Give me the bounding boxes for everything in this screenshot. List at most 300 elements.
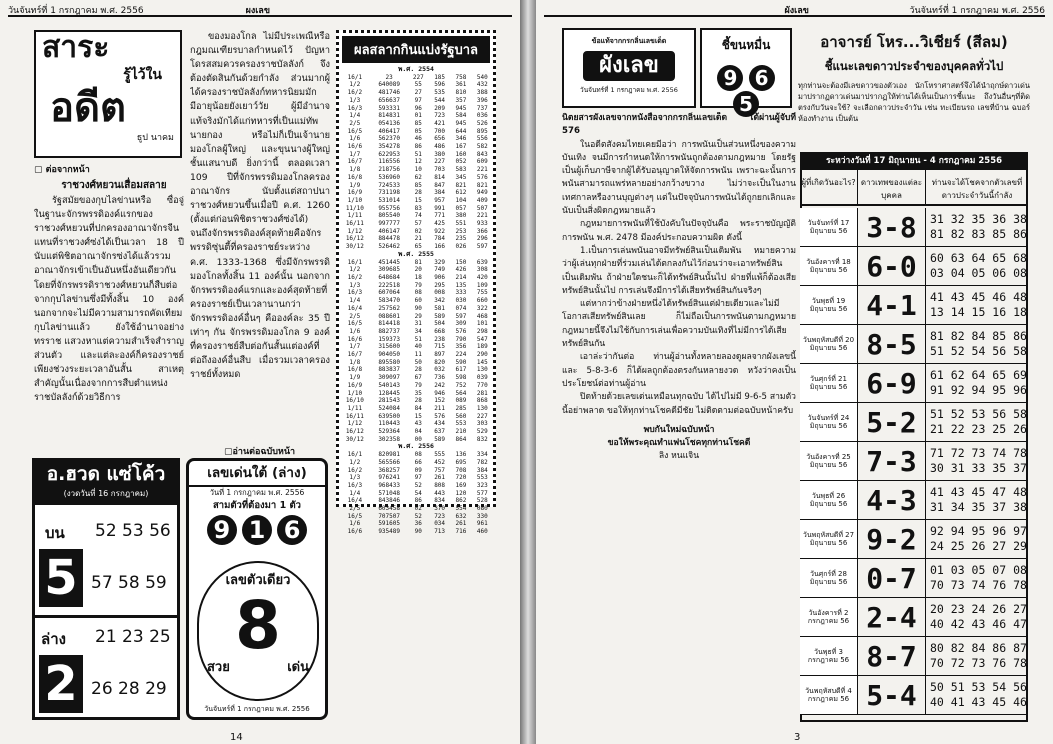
star-row: [800, 559, 1028, 598]
lottery-cell: 12: [414, 158, 422, 166]
lottery-cell: 637: [434, 428, 446, 436]
lottery-cell: 16/3: [347, 481, 363, 489]
lottery-cell: 644: [455, 127, 467, 135]
lottery-cell: 1/2: [349, 458, 361, 466]
star-row-nums-2: 30 31 33 35 37: [930, 461, 1027, 475]
star-row-date: วันพฤหัสบดีที่ 27 มิถุนายน 56: [800, 520, 858, 558]
lottery-cell: 526: [476, 119, 488, 127]
ahwat-header: [35, 461, 177, 505]
star-row-pair: 4-1: [858, 286, 926, 324]
lottery-cell: 716: [455, 528, 467, 536]
lottery-cell: 242: [434, 381, 446, 389]
lottery-cell: 597: [455, 312, 467, 320]
lottery-cell: 97: [414, 96, 422, 104]
lottery-cell: 945: [455, 104, 467, 112]
lottery-cell: 209: [434, 104, 446, 112]
lottery-cell: 1/2: [349, 81, 361, 89]
lottery-cell: 16/6: [347, 143, 363, 151]
star-row: [800, 442, 1028, 481]
lottery-cell: 032: [434, 366, 446, 374]
lottery-cell: 27: [414, 89, 422, 97]
star-row-pair: 9-2: [858, 520, 926, 558]
digit-2: 6: [749, 65, 775, 91]
lottery-cell: 884478: [378, 235, 400, 243]
lottery-cell: 302358: [378, 435, 400, 443]
star-row-pair: 8-5: [858, 325, 926, 363]
lottery-cell: 160: [455, 150, 467, 158]
lottery-cell: 547: [476, 335, 488, 343]
lottery-cell: 227: [476, 412, 488, 420]
bottom-label: ล่าง: [41, 630, 66, 648]
lottery-cell: 84: [414, 404, 422, 412]
continue-label: ▢ ต่อจากหน้า: [34, 165, 90, 175]
lottery-cell: 030: [455, 297, 467, 305]
digit-1: 9: [717, 65, 743, 91]
lottery-cell: 460: [476, 528, 488, 536]
lottery-row: [339, 320, 493, 328]
lottery-cell: 285: [455, 404, 467, 412]
teacher-subtitle: ชี้แนะเลขดาวประจำของบุคคลทั่วไป: [824, 59, 1004, 73]
lottery-cell: 02: [414, 227, 422, 235]
lottery-cell: 540143: [378, 381, 400, 389]
lottery-cell: 544: [434, 96, 446, 104]
lottery-cell: 189: [476, 343, 488, 351]
lottery-row: [339, 482, 493, 490]
lottery-cell: 370: [434, 505, 446, 513]
digit-3: 5: [733, 91, 759, 117]
star-row-nums-2: 81 82 83 85 86: [930, 227, 1027, 241]
lottery-cell: 949: [476, 189, 488, 197]
lottery-cell: 1/9: [349, 181, 361, 189]
lottery-cell: 723: [434, 512, 446, 520]
lottery-cell: 720: [455, 474, 467, 482]
lottery-cell: 05: [414, 127, 422, 135]
bottom-nums-2: 26 28 29: [91, 679, 167, 699]
star-row-date: วันพฤหัสบดีที่ 4 กรกฎาคม 56: [800, 676, 858, 714]
lottery-cell: 43: [414, 420, 422, 428]
lottery-cell: 752: [455, 381, 467, 389]
logo-main: ผังเลข: [583, 51, 675, 81]
lottery-cell: 334: [476, 451, 488, 459]
lottery-cell: 771: [434, 212, 446, 220]
lottery-title: ผลสลากกินแบ่งรัฐบาล: [342, 36, 490, 63]
logo-top: ข้อแท้จากกรกลิ่นเลขเด็ด: [591, 37, 667, 45]
lottery-row: [339, 297, 493, 305]
lottery-cell: 85: [414, 181, 422, 189]
lottery-cell: 715: [434, 343, 446, 351]
lottery-cell: 562370: [378, 135, 400, 143]
lottery-cell: 591605: [378, 520, 400, 528]
lottery-cell: 609: [476, 158, 488, 166]
lottery-row: [339, 143, 493, 151]
star-row-nums-2: 31 34 35 37 38: [930, 500, 1027, 514]
lottery-row: [339, 74, 493, 82]
lottery-cell: 906: [434, 273, 446, 281]
digits-row: [702, 65, 790, 117]
lottery-cell: 16/9: [347, 381, 363, 389]
sara-banner: [34, 30, 182, 158]
lottery-cell: 451445: [378, 258, 400, 266]
lottery-cell: 85: [414, 119, 422, 127]
lottery-cell: 380: [434, 150, 446, 158]
lottery-cell: 553: [455, 420, 467, 428]
star-row-pair: 2-4: [858, 598, 926, 636]
lottery-cell: 296: [476, 235, 488, 243]
lottery-cell: 54: [414, 489, 422, 497]
lottery-cell: 426: [455, 266, 467, 274]
lottery-cell: 16/2: [347, 89, 363, 97]
lottery-cell: 169: [455, 481, 467, 489]
lottery-cell: 1/6: [349, 327, 361, 335]
lottery-cell: 1/7: [349, 343, 361, 351]
lottery-cell: 23: [385, 73, 393, 81]
star-row-nums-1: 50 51 53 54 56: [930, 680, 1027, 694]
lottery-cell: 333: [455, 289, 467, 297]
star-row: [800, 208, 1028, 247]
lekden-three-label: สามตัวที่ต้องมา 1 ตัว: [212, 500, 301, 511]
lottery-cell: 409: [476, 196, 488, 204]
star-row-numbers: [926, 524, 1028, 554]
lottery-row: [339, 128, 493, 136]
lottery-cell: 309097: [378, 374, 400, 382]
lottery-cell: 368257: [378, 466, 400, 474]
lottery-cell: 089: [455, 397, 467, 405]
lottery-cell: 29: [414, 312, 422, 320]
lottery-row: [339, 474, 493, 482]
lottery-cell: 290: [476, 351, 488, 359]
star-row-date: วันจันทร์ที่ 24 มิถุนายน 56: [800, 403, 858, 441]
lottery-cell: 309: [455, 320, 467, 328]
teacher-block: [798, 30, 1030, 124]
lottery-row: [339, 182, 493, 190]
star-row-date: วันพุธที่ 19 มิถุนายน 56: [800, 286, 858, 324]
lottery-cell: 1/4: [349, 297, 361, 305]
lottery-cell: 1/11: [347, 404, 363, 412]
lottery-cell: 590: [455, 358, 467, 366]
lottery-cell: 946: [434, 389, 446, 397]
lottery-cell: 582: [476, 143, 488, 151]
lottery-cell: 443: [434, 489, 446, 497]
col-h2: ดาวเทพของแต่ละบุคคล: [858, 170, 926, 204]
lottery-cell: 221: [476, 212, 488, 220]
lottery-cell: 46: [414, 135, 422, 143]
lottery-cell: 52: [414, 481, 422, 489]
lottery-cell: 737: [476, 104, 488, 112]
right-article-p4: แต่หากว่าข้างฝ่ายหนึ่งได้ทรัพย์สินแต่ฝ่ายเดียวและไม่มีโอกาสเสียทรัพย์สินเลย ก็ไม่ถือเป็นการพนันตามกฎหมาย กฎหมายนี้จึงไม่ใช้กับการเล่นเพื่อความบันเทิงที่ไม่มีการได้เสียทรัพย์สินกัน: [562, 299, 796, 350]
lottery-row: [339, 351, 493, 359]
star-row: [800, 676, 1028, 715]
lottery-row: [339, 374, 493, 382]
star-row-nums-1: 31 32 35 36 38: [930, 212, 1027, 226]
lottery-cell: 648684: [378, 273, 400, 281]
lottery-cell: 11: [414, 351, 422, 359]
star-row-nums-1: 01 03 05 07 08: [930, 563, 1027, 577]
lottery-cell: 16/1: [347, 73, 363, 81]
lottery-cell: 922: [434, 227, 446, 235]
lottery-cell: 555: [434, 451, 446, 459]
right-article-p1: ในอดีตสังคมไทยเคยมีอว่า การพนันเป็นส่วนหนึ่งของความบันเทิง จนมีการกำหนดให้การพนันถูกต้องตามกฎหมาย โดยรัฐเป็นผู้เก็บภาษีจากผู้ได้รับอนุญาตให้จัดการพนัน เพราะฉะนั้นการพนันสามารถแพร่หลายอย่างกว้างขวาง ไม่ว่าจะเป็นในงานเทศกาลหรืองานบุญต่างๆ แต่ในปัจจุบันการพนันได้ถูกยกเลิกและนับเป็นสิ่งผิดกฎหมายแล้ว: [562, 139, 796, 217]
lottery-cell: 281: [476, 389, 488, 397]
lottery-row: [339, 81, 493, 89]
star-row-nums-2: 24 25 26 27 29: [930, 539, 1027, 553]
star-row: [800, 637, 1028, 676]
lottery-cell: 529364: [378, 428, 400, 436]
star-row-numbers: [926, 290, 1028, 320]
lottery-row: [339, 105, 493, 113]
bottom-digit: 2: [39, 655, 83, 713]
lottery-cell: 707507: [378, 512, 400, 520]
lottery-row: [339, 112, 493, 120]
lottery-cell: 640089: [378, 81, 400, 89]
star-row-nums-2: 03 04 05 06 08: [930, 266, 1027, 280]
lottery-cell: 356: [455, 343, 467, 351]
star-row: [800, 481, 1028, 520]
lottery-cell: 607064: [378, 289, 400, 297]
lottery-cell: 847: [434, 181, 446, 189]
lottery-row: [339, 428, 493, 436]
star-row-pair: 5-2: [858, 403, 926, 441]
lottery-cell: 584: [455, 112, 467, 120]
right-header-date: วันจันทร์ที่ 1 กรกฎาคม พ.ศ. 2556: [909, 6, 1045, 16]
lottery-cell: 65: [414, 243, 422, 251]
lottery-row: [339, 197, 493, 205]
lottery-cell: 166: [434, 243, 446, 251]
lottery-cell: 955756: [378, 204, 400, 212]
lottery-cell: 57: [414, 220, 422, 228]
lottery-cell: 330: [476, 512, 488, 520]
lottery-cell: 481746: [378, 89, 400, 97]
lottery-cell: 749: [434, 266, 446, 274]
lottery-cell: 90: [414, 304, 422, 312]
lottery-cell: 961: [476, 520, 488, 528]
closing-2: ขอให้พระคุณทำแฟนโชคทุกท่านโชคดี: [607, 438, 751, 449]
star-row-nums-1: 41 43 45 46 48: [930, 290, 1027, 304]
star-row-nums-2: 40 41 43 45 46: [930, 695, 1027, 709]
lottery-cell: 308: [476, 266, 488, 274]
lottery-cell: 388: [476, 89, 488, 97]
lottery-row: [339, 235, 493, 243]
lottery-cell: 820: [434, 358, 446, 366]
star-row-nums-2: 40 42 43 46 47: [930, 617, 1027, 631]
lottery-cell: 34: [414, 327, 422, 335]
lottery-cell: 528: [476, 497, 488, 505]
star-row-nums-2: 91 92 94 95 96: [930, 383, 1027, 397]
lottery-cell: 18: [414, 273, 422, 281]
lottery-cell: 668: [434, 327, 446, 335]
lottery-cell: 221: [476, 166, 488, 174]
star-row-nums-1: 71 72 73 74 78: [930, 446, 1027, 460]
lottery-cell: 054136: [378, 119, 400, 127]
star-row-date: วันพุธที่ 26 มิถุนายน 56: [800, 481, 858, 519]
lottery-cell: 08: [414, 451, 422, 459]
lottery-cell: 55: [414, 81, 422, 89]
lottery-cell: 945: [455, 119, 467, 127]
lottery-cell: 16/5: [347, 127, 363, 135]
lottery-cell: 15: [414, 412, 422, 420]
lottery-cell: 214: [455, 273, 467, 281]
lottery-cell: 755: [476, 289, 488, 297]
ahwat-box: [32, 458, 180, 720]
lottery-cell: 540: [476, 73, 488, 81]
lottery-cell: 576: [455, 327, 467, 335]
lottery-cell: 703: [434, 166, 446, 174]
lottery-cell: 814831: [378, 112, 400, 120]
lekden-digit-3: 6: [277, 515, 307, 545]
lottery-cell: 843846: [378, 497, 400, 505]
lottery-cell: 632: [455, 512, 467, 520]
lottery-cell: 957: [434, 196, 446, 204]
star-row-pair: 6-0: [858, 247, 926, 285]
lottery-cell: 991: [434, 204, 446, 212]
lottery-cell: 16/6: [347, 335, 363, 343]
logo-box: [562, 28, 696, 108]
star-row-numbers: [926, 563, 1028, 593]
lottery-cell: 724533: [378, 181, 400, 189]
lottery-cell: 883837: [378, 366, 400, 374]
lottery-cell: 295: [434, 281, 446, 289]
lottery-year: พ.ศ. 2555: [398, 249, 434, 258]
star-row-nums-1: 51 52 53 56 58: [930, 407, 1027, 421]
lottery-cell: 10: [414, 166, 422, 174]
star-row-nums-2: 70 73 74 76 78: [930, 578, 1027, 592]
lottery-cell: 810: [455, 89, 467, 97]
lottery-cell: 28: [414, 189, 422, 197]
ahwat-title: อ.ฮวด แซ่โค้ว: [46, 463, 166, 485]
lottery-cell: 130: [476, 366, 488, 374]
lottery-cell: 700: [434, 127, 446, 135]
lottery-row: [339, 459, 493, 467]
lekden-digit-2: 1: [242, 515, 272, 545]
lottery-cell: 361: [455, 81, 467, 89]
lottery-cell: 1/3: [349, 96, 361, 104]
lottery-cell: 589: [434, 435, 446, 443]
lottery-cell: 821: [476, 181, 488, 189]
star-row-numbers: [926, 485, 1028, 515]
lottery-cell: 1/12: [347, 420, 363, 428]
lottery-cell: 130: [476, 404, 488, 412]
star-row-numbers: [926, 251, 1028, 281]
lottery-cell: 16/3: [347, 289, 363, 297]
lottery-cell: 20: [414, 266, 422, 274]
lottery-cell: 16/8: [347, 173, 363, 181]
lottery-cell: 808: [434, 481, 446, 489]
lottery-cell: 145: [476, 358, 488, 366]
lottery-cell: 298: [476, 327, 488, 335]
lottery-cell: 736: [434, 374, 446, 382]
star-row-nums-1: 41 43 45 47 48: [930, 485, 1027, 499]
lottery-cell: 16/1: [347, 451, 363, 459]
lottery-row: [339, 405, 493, 413]
lottery-cell: 30/12: [345, 243, 364, 251]
star-row-nums-2: 13 14 15 16 18: [930, 305, 1027, 319]
lottery-cell: 384: [476, 466, 488, 474]
lottery-row: [339, 305, 493, 313]
lottery-cell: 86: [414, 143, 422, 151]
lottery-cell: 814418: [378, 320, 400, 328]
lottery-cell: 261: [434, 474, 446, 482]
star-row-numbers: [926, 680, 1028, 710]
star-row: [800, 520, 1028, 559]
read-more-text: อ่านต่อฉบับหน้า: [232, 447, 296, 457]
lottery-cell: 257562: [378, 304, 400, 312]
lottery-cell: 09: [414, 466, 422, 474]
star-row: [800, 598, 1028, 637]
lottery-cell: 529: [476, 428, 488, 436]
lottery-cell: 384: [434, 189, 446, 197]
lottery-cell: 211: [434, 404, 446, 412]
left-header-date: วันจันทร์ที่ 1 กรกฎาคม พ.ศ. 2556: [8, 6, 144, 16]
lottery-cell: 16/11: [345, 412, 364, 420]
star-row-date: วันอังคารที่ 18 มิถุนายน 56: [800, 247, 858, 285]
star-row-date: วันพฤหัสบดีที่ 20 มิถุนายน 56: [800, 325, 858, 363]
star-table-head: [800, 170, 1028, 206]
lottery-cell: 834: [434, 497, 446, 505]
article-col2-text: ของมองโกล ไม่มีประเพณีหรือกฎมณเฑียรบาลกำหนดไว้ ปัญหาโดรสสมควรครองราชบัลลังก์ จึงต้องตัดสินกันด้วยกำลัง ส่วนมากผู้ได้ครองราชบัลลังก์ทหารนิยมมักมีอายุน้อยยังเยาว์วัย ผู้มีอำนาจแท้จริงมักได้แก่ทหารที่เป็นแม่ทัพนายกอง หรือไม่ก็เป็นเจ้านายมองโกลผู้ใหญ่ และขุนนางผู้ใหญ่ชั้นแสนาบดี ยิ่งกว่านี้ ตลอดเวลา 109 ปีที่จักรพรรดิมองโกลครองอาณาจักร นับตั้งแต่สถาปนาราชวงศ์หยวนขึ้นเมื่อปี ค.ศ. 1260 (ตั้งแต่ก่อนพิชิตราชวงศ์ซ่งได้) จนถึงจักรพรรดิองค์สุดท้ายคือจักรพรรดิซุ่นตี้ที่ครองราชย์ระหว่าง ค.ศ. 1333-1368 ซึ่งมีจักรพรรดิมองโกลทั้งสิ้น 11 องค์นั้น นอกจากจักรพรรดิองค์แรกและองค์สุดท้ายที่ครองราชย์เป็นเวลานานกว่าจักรพรรดิองค์อื่นๆ คือองค์ละ 35 ปีเท่าๆ กัน จักรพรรดิมองโกล 9 องค์ที่ครองราชย์สืบต่อกันสั้นแต่องค์ที่ต่อถึงองค์อื่นสืบ เมื่อรวมเวลาครองราชย์ทั้งหมด: [190, 31, 330, 381]
single-digit-oval: [197, 561, 319, 701]
lottery-cell: 577: [476, 489, 488, 497]
right-header: [544, 3, 1045, 17]
lottery-cell: 1/3: [349, 281, 361, 289]
lottery-cell: 02: [414, 505, 422, 513]
digits-title: ชี้ขนหมื่น: [721, 38, 771, 52]
lottery-cell: 83: [414, 204, 422, 212]
star-row-numbers: [926, 368, 1028, 398]
lottery-cell: 261: [455, 520, 467, 528]
lottery-cell: 074: [455, 304, 467, 312]
lottery-cell: 008: [434, 289, 446, 297]
lottery-cell: 345: [455, 173, 467, 181]
lottery-cell: 16/5: [347, 512, 363, 520]
lottery-cell: 16/4: [347, 304, 363, 312]
lottery-row: [339, 467, 493, 475]
lottery-cell: 396: [476, 96, 488, 104]
lottery-cell: 1/7: [349, 150, 361, 158]
lekden-digit-1: 9: [207, 515, 237, 545]
top-nums-1: 52 53 56: [95, 521, 171, 541]
star-row-pair: 6-9: [858, 364, 926, 402]
lottery-cell: 757: [434, 466, 446, 474]
lottery-cell: 1/3: [349, 474, 361, 482]
closing-3: ลิง หนแจิน: [658, 451, 700, 462]
lottery-row: [339, 382, 493, 390]
lottery-table: [339, 66, 493, 536]
lottery-cell: 421: [434, 119, 446, 127]
star-row-pair: 4-3: [858, 481, 926, 519]
lottery-row: [339, 274, 493, 282]
left-header-title: ผงเลข: [245, 6, 270, 16]
lottery-cell: 52: [414, 512, 422, 520]
lottery-year: พ.ศ. 2554: [398, 65, 434, 73]
star-row-date: วันจันทร์ที่ 17 มิถุนายน 56: [800, 208, 858, 246]
lottery-cell: 882737: [378, 327, 400, 335]
lottery-cell: 60: [414, 297, 422, 305]
lottery-cell: 16/7: [347, 158, 363, 166]
lottery-cell: 660: [476, 297, 488, 305]
lottery-cell: 524084: [378, 404, 400, 412]
star-row-nums-1: 61 62 64 65 69: [930, 368, 1027, 382]
teacher-desc: ทุกท่านจะต้องมีเลขดาวของตัวเอง นักโหราศาสตร์จึงได้นำฤกษ์ดาวเด่นมาปรากฏดาวเด่นมาปรากฏให้ท่านได้เห็นเป็นการชี้แนะ ถึงวันอื่นๆที่ติดตรงกับวันจะใช้? จะเลือกดาวประจำวัน เช่น ทะเบียนรถ เลขที่บ้าน ฉบอร์ห้องทำงาน เป็นต้น: [798, 81, 1030, 123]
lottery-cell: 51: [414, 150, 422, 158]
lottery-cell: 224: [455, 351, 467, 359]
sara-past: อดีต: [50, 85, 126, 131]
lottery-cell: 790: [455, 335, 467, 343]
lottery-cell: 1/12: [347, 227, 363, 235]
article-col1: [34, 194, 184, 456]
closing-1: พบกันใหม่ฉบับหน้า: [643, 424, 715, 435]
right-page-number: 3: [794, 732, 801, 743]
star-row-numbers: [926, 446, 1028, 476]
teacher-title: อาจารย์ โหร...วิเชียร์ (สีลม): [820, 33, 1008, 51]
